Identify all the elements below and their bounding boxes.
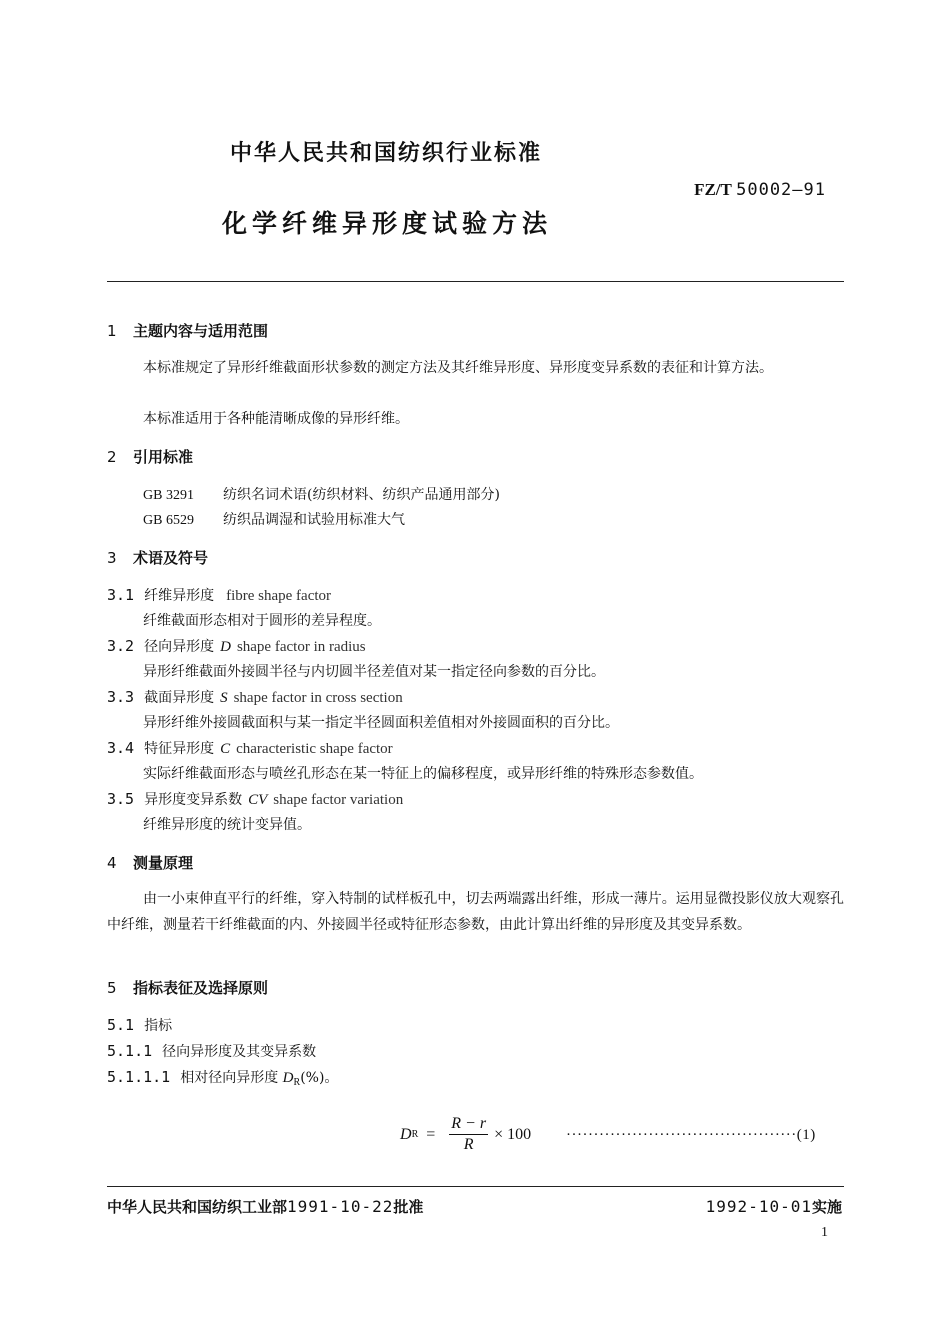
formula-multiplier: × 100	[494, 1125, 532, 1143]
term-name: 特征异形度	[144, 741, 215, 757]
implementation-date: 1992-10-01	[705, 1197, 812, 1216]
section-2-heading	[107, 446, 193, 467]
term-english: shape factor in cross section	[233, 690, 403, 706]
formula-lhs: D	[400, 1125, 412, 1143]
header-rule	[107, 281, 844, 282]
term-symbol: S	[220, 690, 228, 706]
term-definition: 纤维截面形态相对于圆形的差异程度。	[143, 613, 381, 629]
term-item	[107, 636, 366, 656]
standard-code-prefix: FZ/T	[694, 180, 732, 199]
section-5-heading	[107, 977, 268, 998]
formula-1	[400, 1115, 531, 1154]
reference-item	[143, 484, 500, 504]
term-english: characteristic shape factor	[236, 741, 393, 757]
term-name: 纤维异形度	[144, 588, 215, 604]
reference-text: 纺织品调湿和试验用标准大气	[223, 512, 405, 528]
section-2-title: 引用标准	[133, 448, 194, 466]
reference-item	[143, 509, 405, 529]
section-1-title: 主题内容与适用范围	[133, 322, 269, 340]
implementation-label: 实施	[811, 1198, 842, 1216]
subsection-number: 5.1.1.1	[107, 1068, 171, 1086]
formula-numerator: R − r	[451, 1115, 487, 1132]
subsection-title: 指标	[144, 1018, 173, 1034]
standard-code	[694, 180, 826, 200]
term-number: 3.1	[107, 586, 135, 604]
section-4-title: 测量原理	[133, 854, 194, 872]
term-number: 3.4	[107, 739, 135, 757]
subsection-5-1-1	[107, 1041, 316, 1061]
term-definition: 异形纤维外接圆截面积与某一指定半径圆面积差值相对外接圆面积的百分比。	[143, 715, 619, 731]
approval-label: 批准	[393, 1198, 424, 1216]
term-number: 3.5	[107, 790, 135, 808]
term-name: 径向异形度	[144, 639, 215, 655]
section-4-heading	[107, 852, 193, 873]
standard-org: 中华人民共和国纺织行业标准	[230, 141, 543, 166]
section-1-paragraph-2: 本标准适用于各种能清晰成像的异形纤维。	[143, 411, 409, 427]
section-4-paragraph: 由一小束伸直平行的纤维，穿入特制的试样板孔中，切去两端露出纤维，形成一薄片。运用显微投影仪放大观察孔中纤维，测量若干纤维截面的内、外接圆半径或特征形态参数，由此计算出纤维的异形度及其变异系数。	[107, 891, 844, 933]
term-symbol: D	[220, 639, 231, 655]
subsection-5-1-1-1	[107, 1067, 338, 1088]
section-1-heading	[107, 320, 268, 341]
formula-lhs-subscript: R	[411, 1129, 419, 1140]
subsection-title: 相对径向异形度	[180, 1070, 279, 1086]
standard-code-number: 50002—91	[736, 180, 826, 200]
section-1-paragraph-1: 本标准规定了异形纤维截面形状参数的测定方法及其纤维异形度、异形度变异系数的表征和计算方法。	[143, 360, 773, 376]
symbol-d: D	[282, 1070, 294, 1086]
term-definition: 异形纤维截面外接圆半径与内切圆半径差值对某一指定径向参数的百分比。	[143, 664, 605, 680]
symbol-d-subscript: R	[293, 1077, 301, 1088]
implementation-line	[706, 1196, 842, 1217]
page-number: 1	[821, 1225, 828, 1240]
term-name: 异形度变异系数	[144, 792, 243, 808]
document-title: 化学纤维异形度试验方法	[222, 209, 553, 238]
section-5-number: 5	[107, 979, 117, 997]
term-english: shape factor in radius	[236, 639, 366, 655]
term-english: fibre shape factor	[226, 588, 332, 604]
term-name: 截面异形度	[144, 690, 215, 706]
subsection-number: 5.1.1	[107, 1042, 153, 1060]
footer-rule	[107, 1186, 844, 1187]
term-number: 3.2	[107, 637, 135, 655]
section-3-title: 术语及符号	[133, 549, 209, 567]
formula-fraction	[449, 1115, 488, 1154]
subsection-5-1	[107, 1015, 172, 1035]
term-number: 3.3	[107, 688, 135, 706]
fraction-bar	[449, 1134, 488, 1135]
approval-line	[107, 1196, 423, 1217]
unit-text: (%)。	[300, 1070, 339, 1086]
term-item	[107, 738, 393, 758]
term-english: shape factor variation	[273, 792, 404, 808]
reference-text: 纺织名词术语(纺织材料、纺织产品通用部分)	[223, 487, 500, 503]
section-3-heading	[107, 547, 208, 568]
formula-leader: ··········································(1)	[566, 1127, 816, 1143]
term-definition: 纤维异形度的统计变异值。	[143, 817, 311, 833]
reference-code: GB 3291	[143, 488, 194, 503]
term-symbol: C	[220, 741, 231, 757]
term-item	[107, 585, 331, 605]
term-item	[107, 687, 403, 707]
subsection-title: 径向异形度及其变异系数	[162, 1044, 317, 1060]
section-3-number: 3	[107, 549, 117, 567]
section-5-title: 指标表征及选择原则	[133, 979, 269, 997]
section-2-number: 2	[107, 448, 117, 466]
approval-date: 1991-10-22	[287, 1197, 394, 1216]
issuer: 中华人民共和国纺织工业部	[107, 1198, 288, 1216]
formula-label: (1)	[796, 1127, 816, 1143]
section-1-number: 1	[107, 322, 117, 340]
term-item	[107, 789, 403, 809]
term-symbol: CV	[248, 792, 268, 808]
term-definition: 实际纤维截面形态与喷丝孔形态在某一特征上的偏移程度，或异形纤维的特殊形态参数值。	[143, 766, 703, 782]
formula-denominator: R	[463, 1136, 474, 1153]
formula-equals: =	[426, 1125, 436, 1143]
subsection-number: 5.1	[107, 1016, 135, 1034]
section-4-number: 4	[107, 854, 117, 872]
reference-code: GB 6529	[143, 513, 194, 528]
